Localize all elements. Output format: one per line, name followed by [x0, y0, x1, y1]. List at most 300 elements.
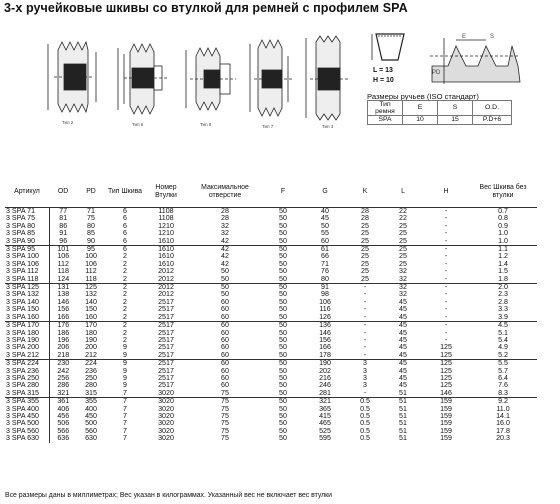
- table-cell: 3 SPA 180: [6, 329, 39, 337]
- table-cell: 50: [263, 398, 303, 406]
- table-cell: 32: [399, 275, 407, 283]
- table-cell: 3020: [158, 412, 174, 420]
- table-cell: 40: [321, 207, 329, 215]
- table-cell: 2517: [145, 322, 187, 330]
- table-cell: 230: [49, 360, 77, 368]
- table-cell: -: [444, 260, 448, 268]
- table-cell: 3 SPA 71: [6, 207, 36, 215]
- table-cell: 86: [49, 223, 77, 230]
- table-cell: 25: [383, 246, 423, 254]
- table-cell: 3: [363, 382, 367, 390]
- table-cell: -: [363, 306, 367, 314]
- table-cell: 3 SPA 450: [6, 412, 39, 420]
- table-cell: 45: [399, 367, 407, 375]
- pulley-drawing-type-2: [48, 42, 96, 112]
- table-cell: 2.8: [498, 298, 508, 306]
- table-cell: 60: [221, 329, 229, 337]
- column-header: Артикул: [5, 177, 49, 208]
- belt-profile-drawing: [372, 34, 404, 60]
- table-cell: 190: [303, 360, 347, 368]
- table-cell: 170: [77, 322, 105, 330]
- table-cell: 50: [279, 222, 287, 230]
- table-cell: -: [444, 253, 448, 261]
- table-cell: 50: [279, 367, 287, 375]
- table-cell: 45: [399, 313, 407, 321]
- table-cell: 3 SPA 95: [5, 246, 49, 254]
- table-row: [5, 268, 537, 275]
- table-cell: 50: [279, 389, 287, 397]
- table-cell: 51: [399, 412, 407, 420]
- table-cell: 28: [221, 215, 229, 223]
- table-cell: 4.9: [498, 344, 508, 352]
- table-row: [5, 352, 537, 360]
- table-cell: 186: [49, 330, 77, 337]
- table-row: [5, 261, 537, 268]
- table-cell: 60: [221, 351, 229, 359]
- table-cell: 60: [221, 344, 229, 352]
- table-cell: 415: [319, 412, 331, 420]
- table-cell: 28: [361, 207, 369, 215]
- table-cell: 9: [105, 360, 145, 368]
- table-cell: 0.5: [347, 398, 383, 406]
- table-cell: 2517: [145, 360, 187, 368]
- table-cell: 2517: [158, 374, 174, 382]
- table-cell: 2: [123, 268, 127, 276]
- table-cell: 75: [221, 405, 229, 413]
- table-cell: 3 SPA 355: [5, 398, 49, 406]
- table-cell: 25: [361, 275, 369, 283]
- pulley-drawing-type-6a: [118, 44, 168, 114]
- table-cell: 106: [49, 253, 77, 260]
- table-cell: 176: [49, 322, 77, 330]
- pulley-drawing-type-6b: [186, 48, 236, 110]
- table-cell: 9: [123, 382, 127, 390]
- table-cell: 3 SPA 100: [6, 253, 39, 261]
- table-cell: 71: [321, 260, 329, 268]
- table-cell: 4.5: [469, 322, 537, 330]
- table-cell: 91: [303, 284, 347, 292]
- table-cell: 2012: [158, 268, 174, 276]
- table-cell: 3.3: [498, 306, 508, 314]
- table-row: [5, 406, 537, 413]
- table-cell: 3 SPA 500: [6, 420, 39, 428]
- table-cell: 112: [85, 268, 97, 276]
- table-cell: 42: [221, 260, 229, 268]
- table-cell: -: [444, 336, 448, 344]
- table-cell: 32: [221, 222, 229, 230]
- table-cell: 75: [221, 412, 229, 420]
- table-cell: -: [363, 389, 367, 397]
- groove-cell: 10: [403, 116, 438, 125]
- table-cell: 3: [347, 360, 383, 368]
- table-row: [5, 291, 537, 298]
- table-cell: 25: [361, 268, 369, 276]
- table-cell: 450: [85, 412, 97, 420]
- table-cell: 159: [440, 420, 452, 428]
- table-cell: 80: [87, 222, 95, 230]
- table-cell: 3 SPA 125: [5, 284, 49, 292]
- table-cell: 11.0: [496, 405, 510, 413]
- table-cell: 50: [279, 351, 287, 359]
- table-cell: 0.9: [498, 222, 508, 230]
- table-row: [5, 413, 537, 420]
- table-cell: -: [363, 313, 367, 321]
- table-cell: 280: [85, 382, 97, 390]
- column-header: G: [303, 177, 347, 208]
- table-cell: 3020: [158, 405, 174, 413]
- table-cell: 16.0: [496, 420, 510, 428]
- table-row: [5, 398, 537, 406]
- table-row: [5, 360, 537, 368]
- table-cell: 50: [221, 268, 229, 276]
- table-cell: 42: [221, 253, 229, 261]
- table-cell: 1108: [158, 207, 174, 215]
- table-cell: 7.6: [498, 382, 508, 390]
- table-cell: 2: [123, 298, 127, 306]
- table-cell: 166: [49, 314, 77, 322]
- table-cell: 45: [399, 344, 407, 352]
- specs-table: [5, 177, 537, 443]
- table-cell: 361: [49, 398, 77, 406]
- table-cell: 51: [399, 405, 407, 413]
- table-cell: 365: [319, 405, 331, 413]
- table-row: [5, 306, 537, 313]
- table-cell: 101: [49, 246, 77, 254]
- table-cell: 125: [440, 382, 452, 390]
- table-cell: 2517: [158, 336, 174, 344]
- table-cell: 60: [221, 382, 229, 390]
- table-cell: 50: [279, 412, 287, 420]
- table-cell: 2517: [158, 382, 174, 390]
- table-cell: 3020: [158, 389, 174, 397]
- table-cell: 2517: [158, 298, 174, 306]
- profile-H-label: H = 10: [373, 77, 394, 84]
- table-cell: 81: [49, 215, 77, 222]
- column-header: Тип Шкива: [105, 177, 145, 208]
- table-cell: 500: [85, 420, 97, 428]
- table-row: [5, 238, 537, 246]
- table-cell: 0.8: [498, 215, 508, 223]
- table-cell: 60: [221, 374, 229, 382]
- table-cell: 7: [123, 435, 127, 443]
- table-cell: 0.7: [498, 207, 508, 215]
- table-cell: 96: [49, 238, 77, 246]
- table-row: [5, 390, 537, 398]
- table-cell: 51: [399, 389, 407, 397]
- table-cell: 146: [440, 389, 452, 397]
- table-cell: 630: [85, 435, 97, 443]
- table-cell: 61: [303, 246, 347, 254]
- table-cell: 2517: [158, 344, 174, 352]
- table-cell: -: [363, 329, 367, 337]
- table-cell: 156: [319, 336, 331, 344]
- type-caption: Тип 2: [62, 120, 74, 125]
- table-cell: 2.0: [469, 284, 537, 292]
- table-row: [5, 223, 537, 230]
- table-cell: 75: [221, 427, 229, 435]
- table-cell: 1610: [158, 237, 174, 245]
- table-cell: 50: [279, 291, 287, 299]
- table-cell: 98: [321, 291, 329, 299]
- table-row: [5, 284, 537, 292]
- table-cell: 0.5: [360, 435, 370, 443]
- table-cell: 465: [319, 420, 331, 428]
- table-cell: 112: [49, 261, 77, 268]
- table-cell: 218: [49, 352, 77, 360]
- footer-note: Все размеры даны в миллиметрах; Вес указан в килограммах. Указанный вес не включает вес втулки: [5, 492, 333, 499]
- table-row: [5, 314, 537, 322]
- table-row: [5, 208, 537, 216]
- table-cell: 124: [49, 276, 77, 284]
- table-cell: 50: [279, 207, 287, 215]
- table-cell: 1108: [158, 215, 174, 223]
- table-cell: 2012: [158, 291, 174, 299]
- table-cell: 3 SPA 315: [6, 389, 39, 397]
- table-cell: 60: [221, 306, 229, 314]
- table-row: [5, 230, 537, 237]
- table-cell: 25: [399, 253, 407, 261]
- table-cell: 6.4: [498, 374, 508, 382]
- table-cell: 50: [221, 291, 229, 299]
- table-cell: 50: [279, 427, 287, 435]
- table-cell: 9.2: [469, 398, 537, 406]
- table-cell: 45: [399, 374, 407, 382]
- table-cell: 200: [85, 344, 97, 352]
- table-cell: 116: [319, 306, 331, 314]
- table-cell: 9: [123, 344, 127, 352]
- page-title: 3-х ручейковые шкивы со втулкой для ремней с профилем SPA: [4, 1, 408, 15]
- table-cell: 2: [123, 260, 127, 268]
- table-cell: 3 SPA 200: [6, 344, 39, 352]
- table-cell: 25: [399, 260, 407, 268]
- table-cell: 1610: [158, 260, 174, 268]
- table-cell: 2517: [158, 351, 174, 359]
- table-cell: 60: [221, 367, 229, 375]
- table-cell: 45: [399, 306, 407, 314]
- table-cell: 45: [399, 382, 407, 390]
- table-cell: 224: [77, 360, 105, 368]
- table-cell: 3 SPA 85: [6, 230, 36, 238]
- table-cell: 2: [123, 275, 127, 283]
- table-cell: 2: [105, 322, 145, 330]
- table-cell: 3 SPA 250: [6, 374, 39, 382]
- table-cell: 45: [399, 351, 407, 359]
- table-cell: 159: [423, 398, 469, 406]
- table-cell: -: [363, 336, 367, 344]
- table-cell: 14.1: [496, 412, 510, 420]
- table-cell: -: [444, 237, 448, 245]
- table-cell: 5.4: [498, 336, 508, 344]
- table-cell: 2517: [158, 329, 174, 337]
- table-cell: 32: [383, 284, 423, 292]
- table-cell: 166: [319, 344, 331, 352]
- table-cell: 126: [319, 313, 331, 321]
- table-cell: 178: [319, 351, 331, 359]
- table-cell: 95: [77, 246, 105, 254]
- table-cell: 315: [85, 389, 97, 397]
- table-cell: 42: [221, 237, 229, 245]
- table-cell: 3 SPA 140: [6, 298, 39, 306]
- table-cell: -: [444, 313, 448, 321]
- table-cell: 2: [123, 291, 127, 299]
- table-cell: 5.7: [498, 367, 508, 375]
- table-cell: 100: [85, 253, 97, 261]
- table-cell: 118: [49, 268, 77, 275]
- table-cell: 50: [279, 420, 287, 428]
- table-cell: 50: [279, 230, 287, 238]
- column-header: H: [423, 177, 469, 208]
- table-cell: 7: [123, 389, 127, 397]
- table-cell: 3 SPA 236: [6, 367, 39, 375]
- column-header: L: [383, 177, 423, 208]
- table-cell: 1.2: [498, 253, 508, 261]
- table-cell: 60: [221, 298, 229, 306]
- column-header: Максимальное отверстие: [187, 177, 263, 208]
- table-cell: 355: [77, 398, 105, 406]
- table-cell: 75: [221, 420, 229, 428]
- table-cell: 2012: [145, 284, 187, 292]
- table-cell: 75: [87, 215, 95, 223]
- s-label: S: [490, 34, 495, 40]
- table-cell: 77: [49, 208, 77, 216]
- table-cell: 146: [319, 329, 331, 337]
- table-cell: 50: [279, 329, 287, 337]
- profile-L-label: L = 13: [373, 67, 393, 74]
- table-cell: 6: [123, 237, 127, 245]
- table-cell: 3 SPA 132: [6, 291, 39, 299]
- table-cell: 2: [123, 336, 127, 344]
- table-cell: 456: [49, 413, 77, 420]
- table-cell: -: [444, 268, 448, 276]
- table-cell: 1.5: [498, 268, 508, 276]
- table-cell: 3 SPA 630: [6, 435, 39, 443]
- type-caption: Тип 7: [262, 124, 274, 129]
- column-header: OD: [49, 177, 77, 208]
- table-cell: 156: [49, 306, 77, 313]
- table-cell: 125: [440, 374, 452, 382]
- table-row: [5, 246, 537, 254]
- table-cell: 125: [440, 344, 452, 352]
- table-cell: 159: [440, 427, 452, 435]
- table-cell: -: [444, 291, 448, 299]
- table-cell: 3 SPA 75: [6, 215, 36, 223]
- table-cell: 51: [399, 427, 407, 435]
- table-cell: 60: [221, 313, 229, 321]
- table-cell: -: [363, 351, 367, 359]
- table-cell: 125: [77, 284, 105, 292]
- table-cell: 51: [399, 435, 407, 443]
- table-cell: -: [363, 298, 367, 306]
- table-cell: -: [444, 222, 448, 230]
- table-cell: 50: [279, 253, 287, 261]
- table-cell: 2: [123, 329, 127, 337]
- table-cell: 159: [440, 405, 452, 413]
- table-cell: 50: [263, 246, 303, 254]
- table-cell: 91: [49, 230, 77, 237]
- table-cell: 0.5: [360, 420, 370, 428]
- table-cell: 45: [383, 360, 423, 368]
- table-cell: 146: [49, 299, 77, 306]
- groove-cell: 15: [438, 116, 473, 125]
- table-cell: 50: [263, 322, 303, 330]
- table-cell: 50: [279, 215, 287, 223]
- table-cell: 25: [399, 230, 407, 238]
- table-row: [5, 337, 537, 344]
- table-cell: 125: [440, 367, 452, 375]
- table-cell: 60: [221, 336, 229, 344]
- table-cell: 25: [361, 260, 369, 268]
- table-cell: 32: [221, 230, 229, 238]
- table-cell: 45: [399, 329, 407, 337]
- table-cell: 1.8: [498, 275, 508, 283]
- table-cell: 566: [49, 428, 77, 435]
- table-cell: 25: [399, 237, 407, 245]
- table-cell: 3 SPA 118: [6, 275, 39, 283]
- table-cell: 66: [321, 253, 329, 261]
- groove-header: Тип ремня: [368, 101, 403, 116]
- table-cell: 50: [279, 275, 287, 283]
- table-cell: 3 SPA 400: [6, 405, 39, 413]
- table-cell: 0.5: [360, 412, 370, 420]
- table-cell: 6: [123, 230, 127, 238]
- table-cell: 60: [187, 322, 263, 330]
- column-header: K: [347, 177, 383, 208]
- table-cell: -: [444, 306, 448, 314]
- table-cell: 118: [85, 275, 97, 283]
- table-cell: 3 SPA 280: [6, 382, 39, 390]
- table-cell: 256: [49, 375, 77, 382]
- table-cell: 636: [49, 435, 77, 442]
- table-cell: 60: [187, 360, 263, 368]
- table-cell: 125: [440, 351, 452, 359]
- table-cell: 6: [105, 246, 145, 254]
- table-cell: 1.0: [498, 230, 508, 238]
- e-label: E: [462, 34, 467, 40]
- table-cell: 140: [85, 298, 97, 306]
- table-cell: 50: [279, 260, 287, 268]
- table-row: [5, 375, 537, 382]
- table-row: [5, 276, 537, 284]
- table-row: [5, 322, 537, 330]
- table-cell: 1610: [145, 246, 187, 254]
- table-cell: 5.2: [498, 351, 508, 359]
- table-cell: 7: [123, 405, 127, 413]
- table-cell: 6: [123, 222, 127, 230]
- table-cell: 3 SPA 560: [6, 427, 39, 435]
- pulley-drawing-type-3: [306, 36, 348, 120]
- table-header-row: [5, 177, 537, 208]
- table-row: [5, 344, 537, 351]
- table-cell: 180: [85, 329, 97, 337]
- table-cell: 400: [85, 405, 97, 413]
- table-cell: 3 SPA 106: [6, 260, 39, 268]
- table-cell: 45: [399, 298, 407, 306]
- table-cell: 50: [279, 306, 287, 314]
- table-row: [5, 368, 537, 375]
- table-cell: 2: [123, 306, 127, 314]
- table-cell: 1.4: [498, 260, 508, 268]
- column-header: F: [263, 177, 303, 208]
- table-cell: 132: [85, 291, 97, 299]
- table-cell: 50: [279, 374, 287, 382]
- table-cell: 8.3: [498, 389, 508, 397]
- column-header: Вес Шкива без втулки: [469, 177, 537, 208]
- table-cell: 2012: [158, 275, 174, 283]
- table-row: [5, 382, 537, 389]
- table-cell: 50: [279, 336, 287, 344]
- table-cell: 60: [321, 237, 329, 245]
- table-row: [5, 435, 537, 442]
